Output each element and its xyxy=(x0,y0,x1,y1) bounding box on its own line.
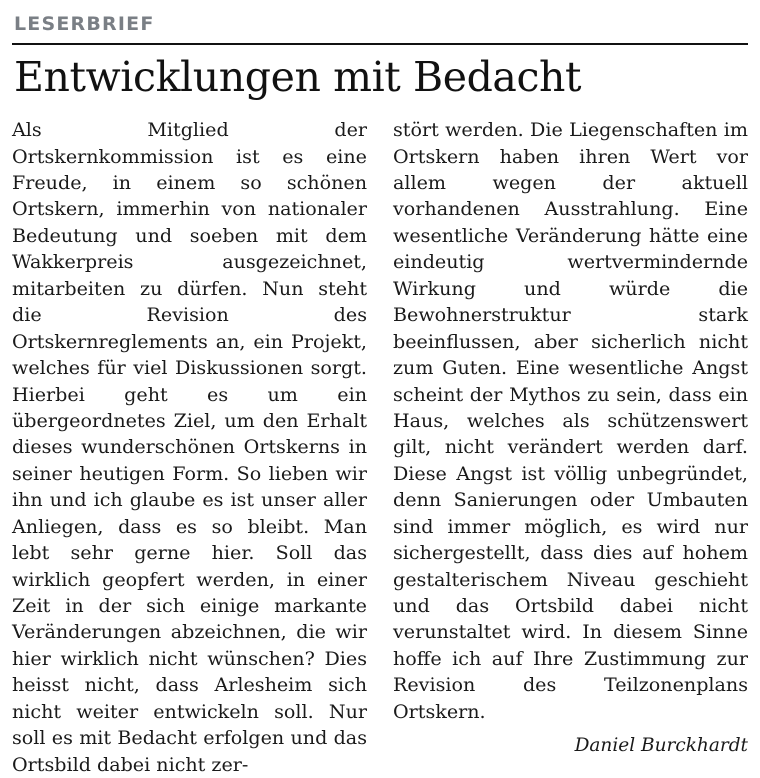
article-kicker: LESERBRIEF xyxy=(14,13,155,35)
article-column-right xyxy=(393,117,748,756)
page-title: Entwicklungen mit Bedacht xyxy=(14,52,582,101)
article-column-left xyxy=(12,117,367,778)
kicker-divider xyxy=(12,43,748,45)
article-body-right: stört werden. Die Liegenschaften im Ortskern haben ihren Wert vor allem wegen der aktuell vorhandenen Ausstrahlung. Eine wesentliche Veränderung hätte eine eindeutig wertvermindernde Wirkung und würde die Bewohnerstruktur stark beeinflussen, aber sicherlich nicht zum Guten. Eine wesentliche Angst scheint der Mythos zu sein, dass ein Haus, welches als schützenswert gilt, nicht verändert werden darf. Diese Angst ist völlig unbegründet, denn Sanierungen oder Umbauten sind immer möglich, es wird nur sichergestellt, dass dies auf hohem gestalterischem Niveau geschieht und das Ortsbild dabei nicht verunstaltet wird. In diesem Sinne hoffe ich auf Ihre Zustimmung zur Revision des Teilzonenplans Ortskern. xyxy=(393,118,748,723)
article-columns xyxy=(12,117,748,778)
article-body-left: Als Mitglied der Ortskernkommission ist es eine Freude, in einem so schönen Ortskern, immerhin von nationaler Bedeutung und soeben mit dem Wakkerpreis ausgezeichnet, mitarbeiten zu dürfen. Nun steht die Revision des Ortskernreglements an, ein Projekt, welches für viel Diskussionen sorgt. Hierbei geht es um ein übergeordnetes Ziel, um den Erhalt dieses wunderschönen Ortskerns in seiner heutigen Form. So lieben wir ihn und ich glaube es ist unser aller Anliegen, dass es so bleibt. Man lebt sehr gerne hier. Soll das wirklich geopfert werden, in einer Zeit in der sich einige markante Veränderungen abzeichnen, die wir hier wirklich nicht wünschen? Dies heisst nicht, dass Arlesheim sich nicht weiter entwickeln soll. Nur soll es mit Bedacht erfolgen und das Ortsbild dabei nicht zer- xyxy=(12,118,367,776)
article-author: Daniel Burckhardt xyxy=(574,735,748,757)
